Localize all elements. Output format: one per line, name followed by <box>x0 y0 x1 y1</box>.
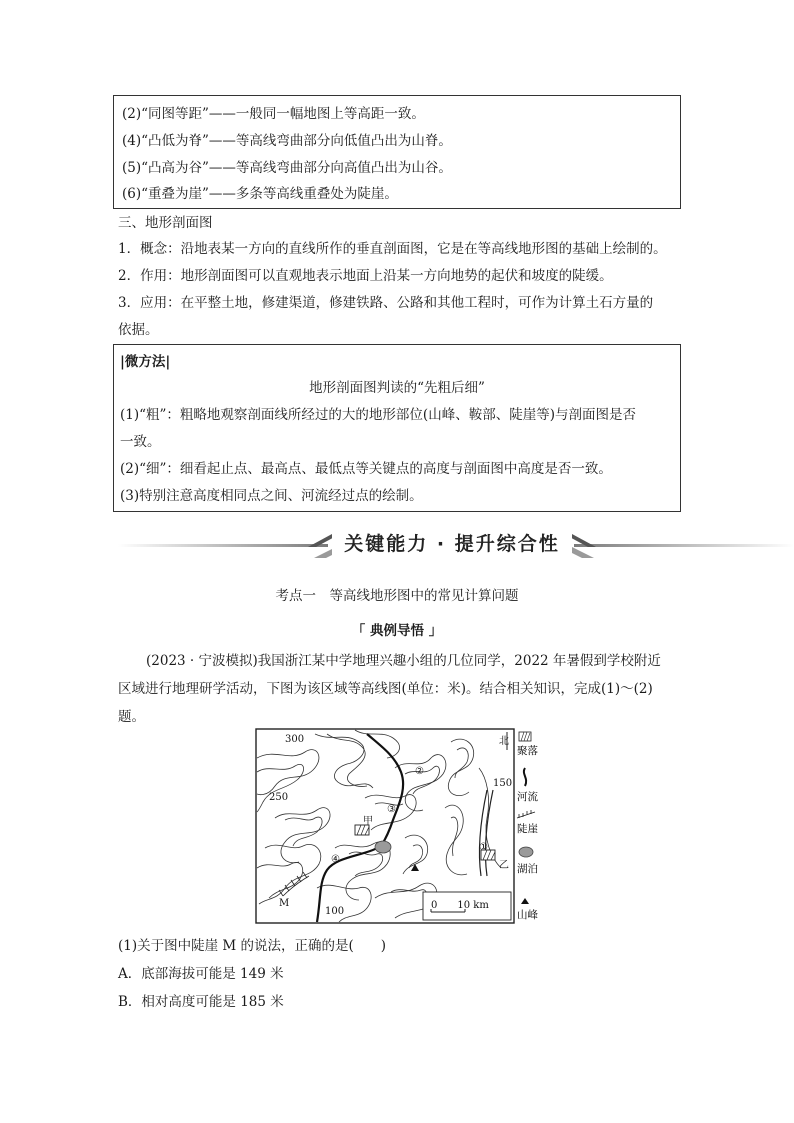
section-line-application: 3．应用：在平整土地，修建渠道，修建铁路、公路和其他工程时，可作为计算土石方量的 <box>118 295 654 311</box>
jia-label: 甲 <box>363 816 373 827</box>
yi-label: 乙 <box>499 860 509 871</box>
method-tag: |微方法| <box>120 354 171 370</box>
method-line-3: (3)特别注意高度相同点之间、河流经过点的绘制。 <box>120 488 423 504</box>
legend-peak-icon <box>521 898 529 904</box>
cliff-m-label: M <box>279 898 290 909</box>
contour-150: 150 <box>493 778 513 789</box>
method-line-1-cont: 一致。 <box>120 434 161 450</box>
legend-river: 河流 <box>517 791 538 803</box>
section-line-function: 2．作用：地形剖面图可以直观地表示地面上沿某一方向地势的起伏和坡度的陡缓。 <box>118 268 613 284</box>
legend-settlement: 聚落 <box>517 745 538 757</box>
banner-title: 关键能力 · 提升综合性 <box>332 524 572 564</box>
example-para-2: 区域进行地理研学活动，下图为该区域等高线图(单位：米)。结合相关知识，完成(1)～(2) <box>118 681 653 697</box>
section-line-concept: 1．概念：沿地表某一方向的直线所作的垂直剖面图，它是在等高线地形图的基础上绘制的。 <box>118 241 667 257</box>
method-title: 地形剖面图判读的“先粗后细” <box>309 380 485 396</box>
legend-cliff-icon <box>517 810 535 818</box>
scale-label: 0 10 km <box>431 900 489 911</box>
method-line-2: (2)“细”：细看起止点、最高点、最低点等关键点的高度与剖面图中高度是否一致。 <box>120 461 612 477</box>
legend-settlement-icon <box>519 732 531 741</box>
rule-6: (6)“重叠为崖”——多条等高线重叠处为陡崖。 <box>122 186 398 202</box>
question-option-a: A．底部海拔可能是 149 米 <box>118 966 284 982</box>
lake <box>375 841 391 853</box>
contour-300: 300 <box>285 734 305 745</box>
rule-2: (2)“同图等距”——一般同一幅地图上等高距一致。 <box>122 106 425 122</box>
rules-box <box>113 95 681 209</box>
north-label: 北 <box>499 736 509 747</box>
section-heading: 三、地形剖面图 <box>118 215 213 231</box>
question-stem: (1)关于图中陡崖 M 的说法，正确的是( ) <box>118 938 387 954</box>
area-2-label: ② <box>415 766 424 777</box>
area-3-label: ③ <box>387 804 396 815</box>
example-tag: 「 典例导悟 」 <box>351 623 443 639</box>
rule-5: (5)“凸高为谷”——等高线弯曲部分向高值凸出为山谷。 <box>122 160 452 176</box>
legend-cliff: 陡崖 <box>517 823 538 835</box>
contour-map <box>255 728 545 924</box>
method-line-1: (1)“粗”：粗略地观察剖面线所经过的大的地形部位(山峰、鞍部、陡崖等)与剖面图是否 <box>120 407 636 423</box>
method-box <box>113 344 681 512</box>
map-legend <box>517 732 538 921</box>
contour-250: 250 <box>269 792 289 803</box>
area-4-label: ④ <box>331 854 340 865</box>
question-option-b: B．相对高度可能是 185 米 <box>118 994 284 1010</box>
area-1-label: ① <box>479 842 488 853</box>
legend-peak: 山峰 <box>517 909 538 921</box>
section-line-application-cont: 依据。 <box>118 322 159 338</box>
legend-lake: 湖泊 <box>517 863 538 875</box>
example-para-3: 题。 <box>118 709 145 725</box>
legend-river-icon <box>524 768 526 786</box>
example-para-1: (2023 · 宁波模拟)我国浙江某中学地理兴趣小组的几位同学，2022 年暑假到学校附近 <box>146 653 661 669</box>
kaodian-title: 考点一 等高线地形图中的常见计算问题 <box>275 588 519 604</box>
legend-lake-icon <box>519 847 533 857</box>
contour-100: 100 <box>325 906 345 917</box>
rule-4: (4)“凸低为脊”——等高线弯曲部分向低值凸出为山脊。 <box>122 133 452 149</box>
